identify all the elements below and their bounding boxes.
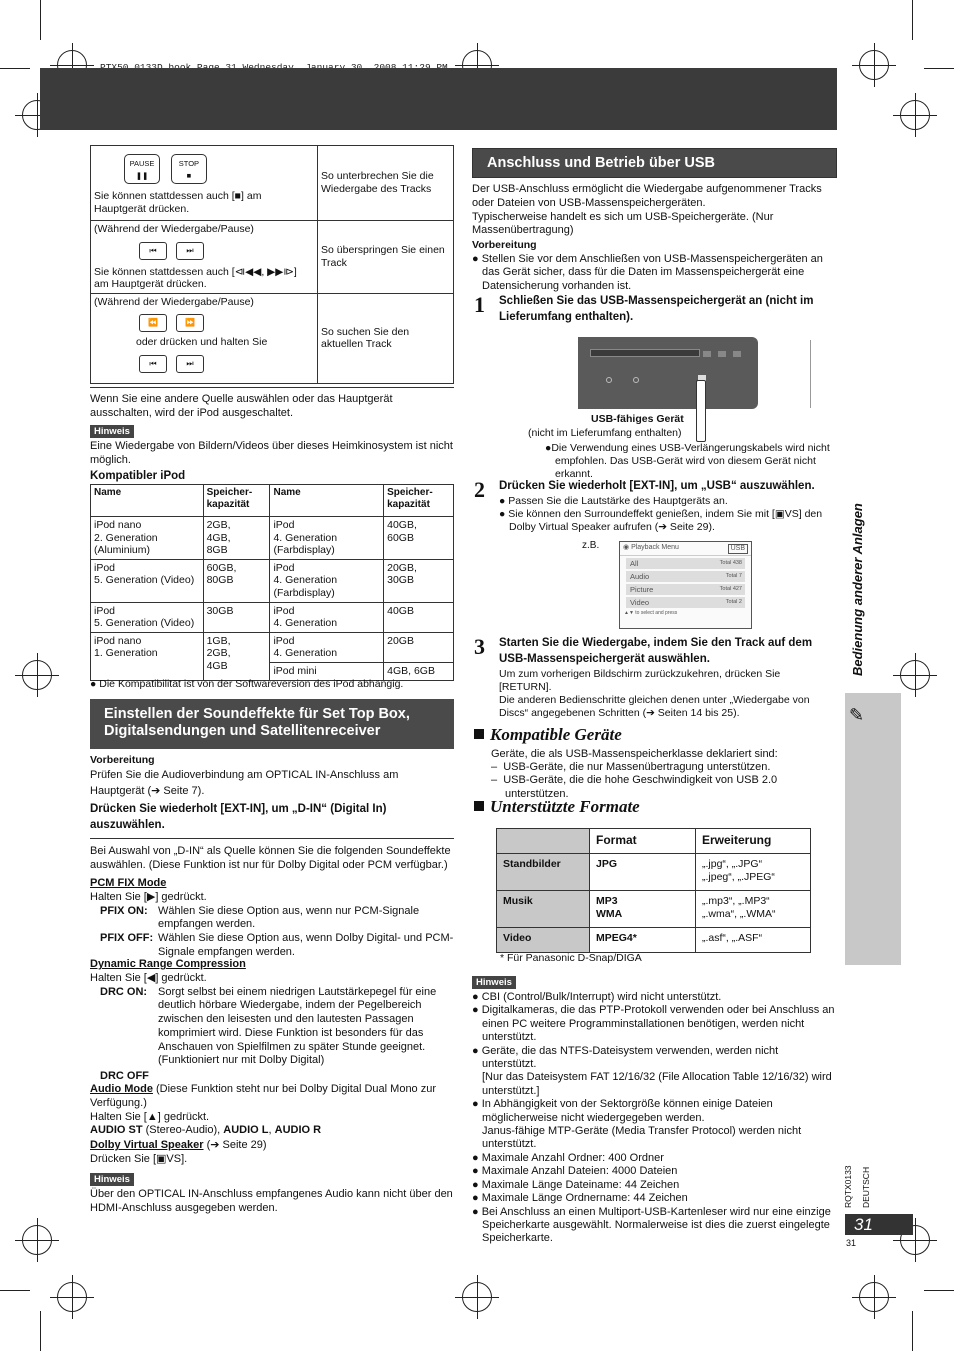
kompatible-item-1: – USB-Geräte, die nur Massenübertragung unterstützen. bbox=[491, 761, 771, 773]
registration-mark-right-top bbox=[900, 100, 930, 130]
audio-mode-options: AUDIO ST (Stereo-Audio), AUDIO L, AUDIO R bbox=[90, 1124, 322, 1137]
divider bbox=[90, 838, 454, 839]
sound-effects-heading: Einstellen der Soundeffekte für Set Top Box, Digitalsendungen und Satellitenreceiver bbox=[90, 699, 454, 749]
doc-code-block bbox=[843, 1160, 883, 1210]
drc-on-label: DRC ON: bbox=[100, 985, 148, 998]
formats-footnote: * Für Panasonic D-Snap/DIGA bbox=[500, 952, 642, 964]
extension-header: Erweiterung bbox=[696, 829, 811, 854]
registration-mark-top-right bbox=[859, 50, 889, 80]
step-2-bullet-volume: ● Passen Sie die Lautstärke des Hauptgeräts an. bbox=[499, 495, 728, 507]
ipod-footnote: ● Die Kompatibilität ist von der Softwareversion des iPod abhängig. bbox=[90, 678, 404, 690]
search-description: So suchen Sie den aktuellen Track bbox=[318, 293, 454, 383]
controls-row-skip bbox=[91, 221, 318, 294]
section-side-title: Bedienung anderer Anlagen bbox=[850, 503, 865, 676]
pause-stop-description: So unterbrechen Sie die Wiedergabe des Tracks bbox=[318, 146, 454, 221]
search-alt-text: oder drücken und halten Sie bbox=[136, 336, 268, 349]
list-item: Picture Total 427 bbox=[626, 584, 745, 595]
table-row: Video MPEG4* „.asf“, „.ASF“ bbox=[497, 928, 811, 953]
step-1-text: Schließen Sie das USB-Massenspeichergerät an (nicht im Lieferumfang enthalten). bbox=[499, 295, 814, 323]
source-note: Wenn Sie eine andere Quelle auswählen oder das Hauptgerät ausschalten, wird der iPod ausgeschaltet. bbox=[90, 393, 393, 419]
dvs-title: Dolby Virtual Speaker bbox=[90, 1139, 204, 1151]
din-description: Bei Auswahl von „D-IN“ als Quelle können Sie die folgenden Soundeffekte auswählen. (Diese Funktion ist nur für Dolby Digital oder PCM verfügbar.) bbox=[90, 845, 451, 871]
usb-badge: USB bbox=[728, 544, 748, 554]
main-unit-illustration bbox=[578, 337, 758, 409]
registration-mark-right-middle bbox=[900, 660, 930, 690]
page-number-small: 31 bbox=[846, 1238, 857, 1248]
list-item: ● Maximale Länge Ordnername: 44 Zeichen bbox=[472, 1192, 688, 1205]
registration-mark-bottom-center bbox=[462, 1282, 492, 1312]
step-3-details: Um zum vorherigen Bildschirm zurückzukehren, drücken Sie [RETURN]. Die anderen Bedienschritte gleichen denen unter „Wiedergabe von Discs“ angegebenen Schritten (➔ Seiten 14 bis 25). bbox=[499, 668, 810, 720]
list-item: ● Maximale Anzahl Ordner: 400 Ordner bbox=[472, 1151, 664, 1164]
list-item: ● Digitalkameras, die das PTP-Protokoll verwenden oder bei Anschluss an einen PC weitere Programminstallationen benötigen, werden nicht unterstützt. bbox=[472, 1004, 835, 1044]
step-3-text: Starten Sie die Wiedergabe, indem Sie den Track auf dem USB-Massenspeichergerät auswählen. bbox=[499, 637, 813, 665]
pcm-fix-title: PCM FIX Mode bbox=[90, 877, 167, 889]
audio-mode-section: Audio Mode (Diese Funktion steht nur bei Dolby Digital Dual Mono zur Verfügung.) Halten Sie [▲] gedrückt. AUDIO ST (Stereo-Audio), AUDIO L, AUDIO R bbox=[90, 1083, 454, 1138]
table-row: Standbilder JPG „.jpg“, „.JPG“ „.jpeg“, „.JPEG“ bbox=[497, 854, 811, 891]
table-row: Musik MP3 WMA „.mp3“, „.MP3“ „.wma“, „.WMA“ bbox=[497, 891, 811, 928]
formats-table bbox=[496, 828, 811, 953]
hinweis-badge: Hinweis bbox=[90, 425, 134, 438]
kompatible-heading: Kompatible Geräte bbox=[474, 725, 622, 745]
skip-alt-text: Sie können stattdessen auch [⧏◀◀, ▶▶⧐] am Hauptgerät drücken. bbox=[94, 265, 297, 291]
table-row: iPod mini 4GB, 6GB bbox=[91, 662, 454, 680]
list-item: ● Geräte, die das NTFS-Dateisystem verwenden, werden nicht unterstützt. [Nur das Dateisystem FAT 12/16/32 (File Allocation Table 12/16/32) wird unterstützt.] bbox=[472, 1044, 832, 1097]
divider bbox=[90, 387, 454, 388]
audio-mode-title: Audio Mode bbox=[90, 1083, 153, 1095]
vorbereitung-label: Vorbereitung bbox=[90, 754, 155, 766]
pcm-fix-section bbox=[90, 877, 454, 960]
crop-line bbox=[912, 0, 913, 40]
controls-row-search bbox=[91, 293, 318, 383]
crop-line bbox=[912, 1311, 913, 1351]
hinweis-text: Eine Wiedergabe von Bildern/Videos über dieses Heimkinosystem ist nicht möglich. bbox=[90, 440, 453, 466]
drc-on-text: Sorgt selbst bei einem niedrigen Lautstärkepegel für eine deutlich hörbare Wiedergabe, indem der Pegelbereich zwischen den leisesten und den lautesten Passagen komprimiert wird. Diese Funktion ist besonders für das Anschauen von Spielfilmen zu später Stunde geeignet. (Funktioniert nur mit Dolby Digital) bbox=[158, 985, 437, 1067]
kompatible-text: Geräte, die als USB-Massenspeicherklasse deklariert sind: bbox=[491, 748, 778, 760]
kompatible-item-2: – USB-Geräte, die die hohe Geschwindigkeit von USB 2.0 unterstützen. bbox=[491, 774, 778, 800]
skip-forward-icon: ⏭ bbox=[176, 355, 204, 373]
crop-line bbox=[40, 0, 41, 40]
ipod-header-capacity: Speicher-kapazität bbox=[203, 485, 270, 517]
hinweis-badge: Hinweis bbox=[472, 976, 516, 989]
step-3-number: 3 bbox=[474, 634, 485, 659]
registration-mark-bottom-left bbox=[57, 1282, 87, 1312]
usb-stick-icon bbox=[696, 380, 706, 442]
crop-line bbox=[0, 1290, 30, 1291]
pause-stop-alt-text: Sie können stattdessen auch [■] am Hauptgerät drücken. bbox=[94, 190, 262, 215]
skip-forward-icon: ⏭ bbox=[176, 242, 204, 260]
ipod-table bbox=[90, 484, 454, 681]
registration-mark-left-bottom bbox=[22, 1225, 52, 1255]
device-edge-line bbox=[810, 340, 811, 408]
playback-menu-title: ◉ Playback Menu bbox=[623, 544, 679, 551]
skip-back-icon: ⏮ bbox=[139, 242, 167, 260]
ipod-header-capacity: Speicher-kapazität bbox=[384, 485, 454, 517]
pfix-on-label: PFIX ON: bbox=[100, 904, 148, 917]
hinweis-text-optical: Über den OPTICAL IN-Anschluss empfangenes Audio kann nicht über den HDMI-Anschluss ausgegeben werden. bbox=[90, 1188, 453, 1214]
example-label: z.B. bbox=[582, 540, 600, 551]
ipod-header-name: Name bbox=[91, 485, 204, 517]
crop-line bbox=[924, 68, 954, 69]
skip-context: (Während der Wiedergabe/Pause) bbox=[94, 223, 254, 235]
controls-row-pause-stop bbox=[91, 146, 318, 221]
formate-heading: Unterstützte Formate bbox=[474, 797, 640, 817]
list-item: All Total 438 bbox=[626, 558, 745, 569]
usb-intro: Der USB-Anschluss ermöglicht die Wiedergabe aufgenommener Tracks oder Dateien von USB-Massenspeichergeräten. Typischerweise handelt es sich um USB-Speichergeräte. (Nur Massenübertragung) bbox=[472, 183, 822, 237]
rewind-icon: ⏪ bbox=[139, 314, 167, 332]
drc-press: Halten Sie [◀] gedrückt. bbox=[90, 971, 207, 984]
list-item: Audio Total 7 bbox=[626, 571, 745, 582]
side-tab bbox=[845, 693, 901, 965]
format-header: Format bbox=[590, 829, 696, 854]
connection-icon: ✎ bbox=[849, 705, 865, 725]
registration-mark-bottom-right bbox=[859, 1282, 889, 1312]
usb-cable-note: ●Die Verwendung eines USB-Verlängerungskabels wird nicht empfohlen. Das USB-Gerät wird von diesem Gerät nicht erkannt. bbox=[545, 442, 830, 480]
din-instruction: Drücken Sie wiederholt [EXT-IN], um „D-IN“ (Digital In) auszuwählen. bbox=[90, 803, 387, 831]
audio-mode-press: Halten Sie [▲] gedrückt. bbox=[90, 1110, 210, 1123]
doc-code: RQTX0133 bbox=[843, 1165, 853, 1208]
page-number: 31 bbox=[845, 1214, 913, 1235]
list-item: ● CBI (Control/Bulk/Interrupt) wird nicht unterstützt. bbox=[472, 991, 722, 1003]
fast-forward-icon: ⏩ bbox=[176, 314, 204, 332]
list-item: ● Maximale Anzahl Dateien: 4000 Dateien bbox=[472, 1165, 678, 1178]
step-2-number: 2 bbox=[474, 477, 485, 502]
step-2-bullet-surround: ● Sie können den Surroundeffekt genießen, indem Sie mit [▣VS] den Dolby Virtual Speaker aufrufen (➔ Seite 29). bbox=[499, 508, 823, 533]
usb-device-sub: (nicht im Lieferumfang enthalten) bbox=[528, 427, 682, 439]
list-item: Video Total 2 bbox=[626, 597, 745, 608]
usb-device-label: USB-fähiges Gerät bbox=[591, 413, 684, 425]
table-row: iPod nano 2. Generation (Aluminium) 2GB, 4GB, 8GB iPod 4. Generation (Farbdisplay) 40GB, 60GB bbox=[91, 517, 454, 560]
list-item: ● Bei Anschluss an einen Multiport-USB-Kartenleser wird nur eine einzige Speicherkarte ausgewählt. Normalerweise ist dies die zuerst eingelegte Speicherkarte. bbox=[472, 1205, 831, 1245]
vorbereitung-text: Prüfen Sie die Audioverbindung am OPTICAL IN-Anschluss am Hauptgerät (➔ Seite 7). bbox=[90, 769, 399, 797]
step-2-text: Drücken Sie wiederholt [EXT-IN], um „USB“ auszuwählen. bbox=[499, 480, 815, 492]
dvs-section: Dolby Virtual Speaker (➔ Seite 29) Drücken Sie [▣VS]. bbox=[90, 1139, 454, 1167]
crop-line bbox=[0, 68, 30, 69]
dvs-press: Drücken Sie [▣VS]. bbox=[90, 1152, 188, 1165]
search-context: (Während der Wiedergabe/Pause) bbox=[94, 295, 254, 308]
ipod-table-title: Kompatibler iPod bbox=[90, 470, 186, 482]
list-item: ● In Abhängigkeit von der Sektorgröße können einige Dateien möglicherweise nicht wiedergegeben werden. Janus-fähige MTP-Geräte (Media Transfer Protocol) werden nicht unterstützt. bbox=[472, 1098, 802, 1151]
pause-button: PAUSE ❚❚ bbox=[124, 154, 160, 184]
step-1-number: 1 bbox=[474, 292, 485, 317]
ipod-header-name: Name bbox=[270, 485, 384, 517]
controls-table bbox=[90, 145, 454, 384]
pfix-on-text: Wählen Sie diese Option aus, wenn nur PCM-Signale empfangen werden. bbox=[158, 904, 420, 931]
hinweis-list bbox=[472, 991, 835, 1246]
header-bar bbox=[40, 68, 837, 130]
usb-heading: Anschluss und Betrieb über USB bbox=[472, 148, 837, 178]
drc-title: Dynamic Range Compression bbox=[90, 958, 246, 970]
drc-section bbox=[90, 958, 454, 1084]
vorbereitung-label: Vorbereitung bbox=[472, 239, 537, 251]
drc-off-label: DRC OFF bbox=[100, 1070, 149, 1082]
pfix-off-text: Wählen Sie diese Option aus, wenn Dolby Digital- und PCM-Signale empfangen werden. bbox=[158, 932, 454, 958]
skip-back-icon: ⏮ bbox=[139, 355, 167, 373]
pcm-fix-press: Halten Sie [▶] gedrückt. bbox=[90, 890, 207, 903]
hinweis-badge: Hinweis bbox=[90, 1173, 134, 1186]
table-row: iPod nano 1. Generation 1GB, 2GB, 4GB iPod 4. Generation 20GB bbox=[91, 632, 454, 662]
stop-button: STOP ■ bbox=[171, 154, 207, 184]
registration-mark-left-middle bbox=[22, 660, 52, 690]
crop-line bbox=[40, 1311, 41, 1351]
table-row: iPod 5. Generation (Video) 60GB, 80GB iPod 4. Generation (Farbdisplay) 20GB, 30GB bbox=[91, 559, 454, 602]
playback-menu-screen bbox=[619, 541, 752, 629]
table-row: iPod 5. Generation (Video) 30GB iPod 4. Generation 40GB bbox=[91, 602, 454, 632]
language-label: DEUTSCH bbox=[861, 1166, 871, 1208]
pfix-off-label: PFIX OFF: bbox=[100, 932, 154, 944]
screen-footer: ▲▼ to select and press bbox=[624, 610, 678, 617]
vorbereitung-item: ● Stellen Sie vor dem Anschließen von USB-Massenspeichergeräten an das Gerät sicher, dass für die Daten im Massenspeichergerät eine Datensicherung vorhanden ist. bbox=[472, 253, 823, 292]
skip-description: So überspringen Sie einen Track bbox=[318, 221, 454, 294]
crop-line bbox=[924, 1290, 954, 1291]
list-item: ● Maximale Länge Dateiname: 44 Zeichen bbox=[472, 1178, 680, 1191]
